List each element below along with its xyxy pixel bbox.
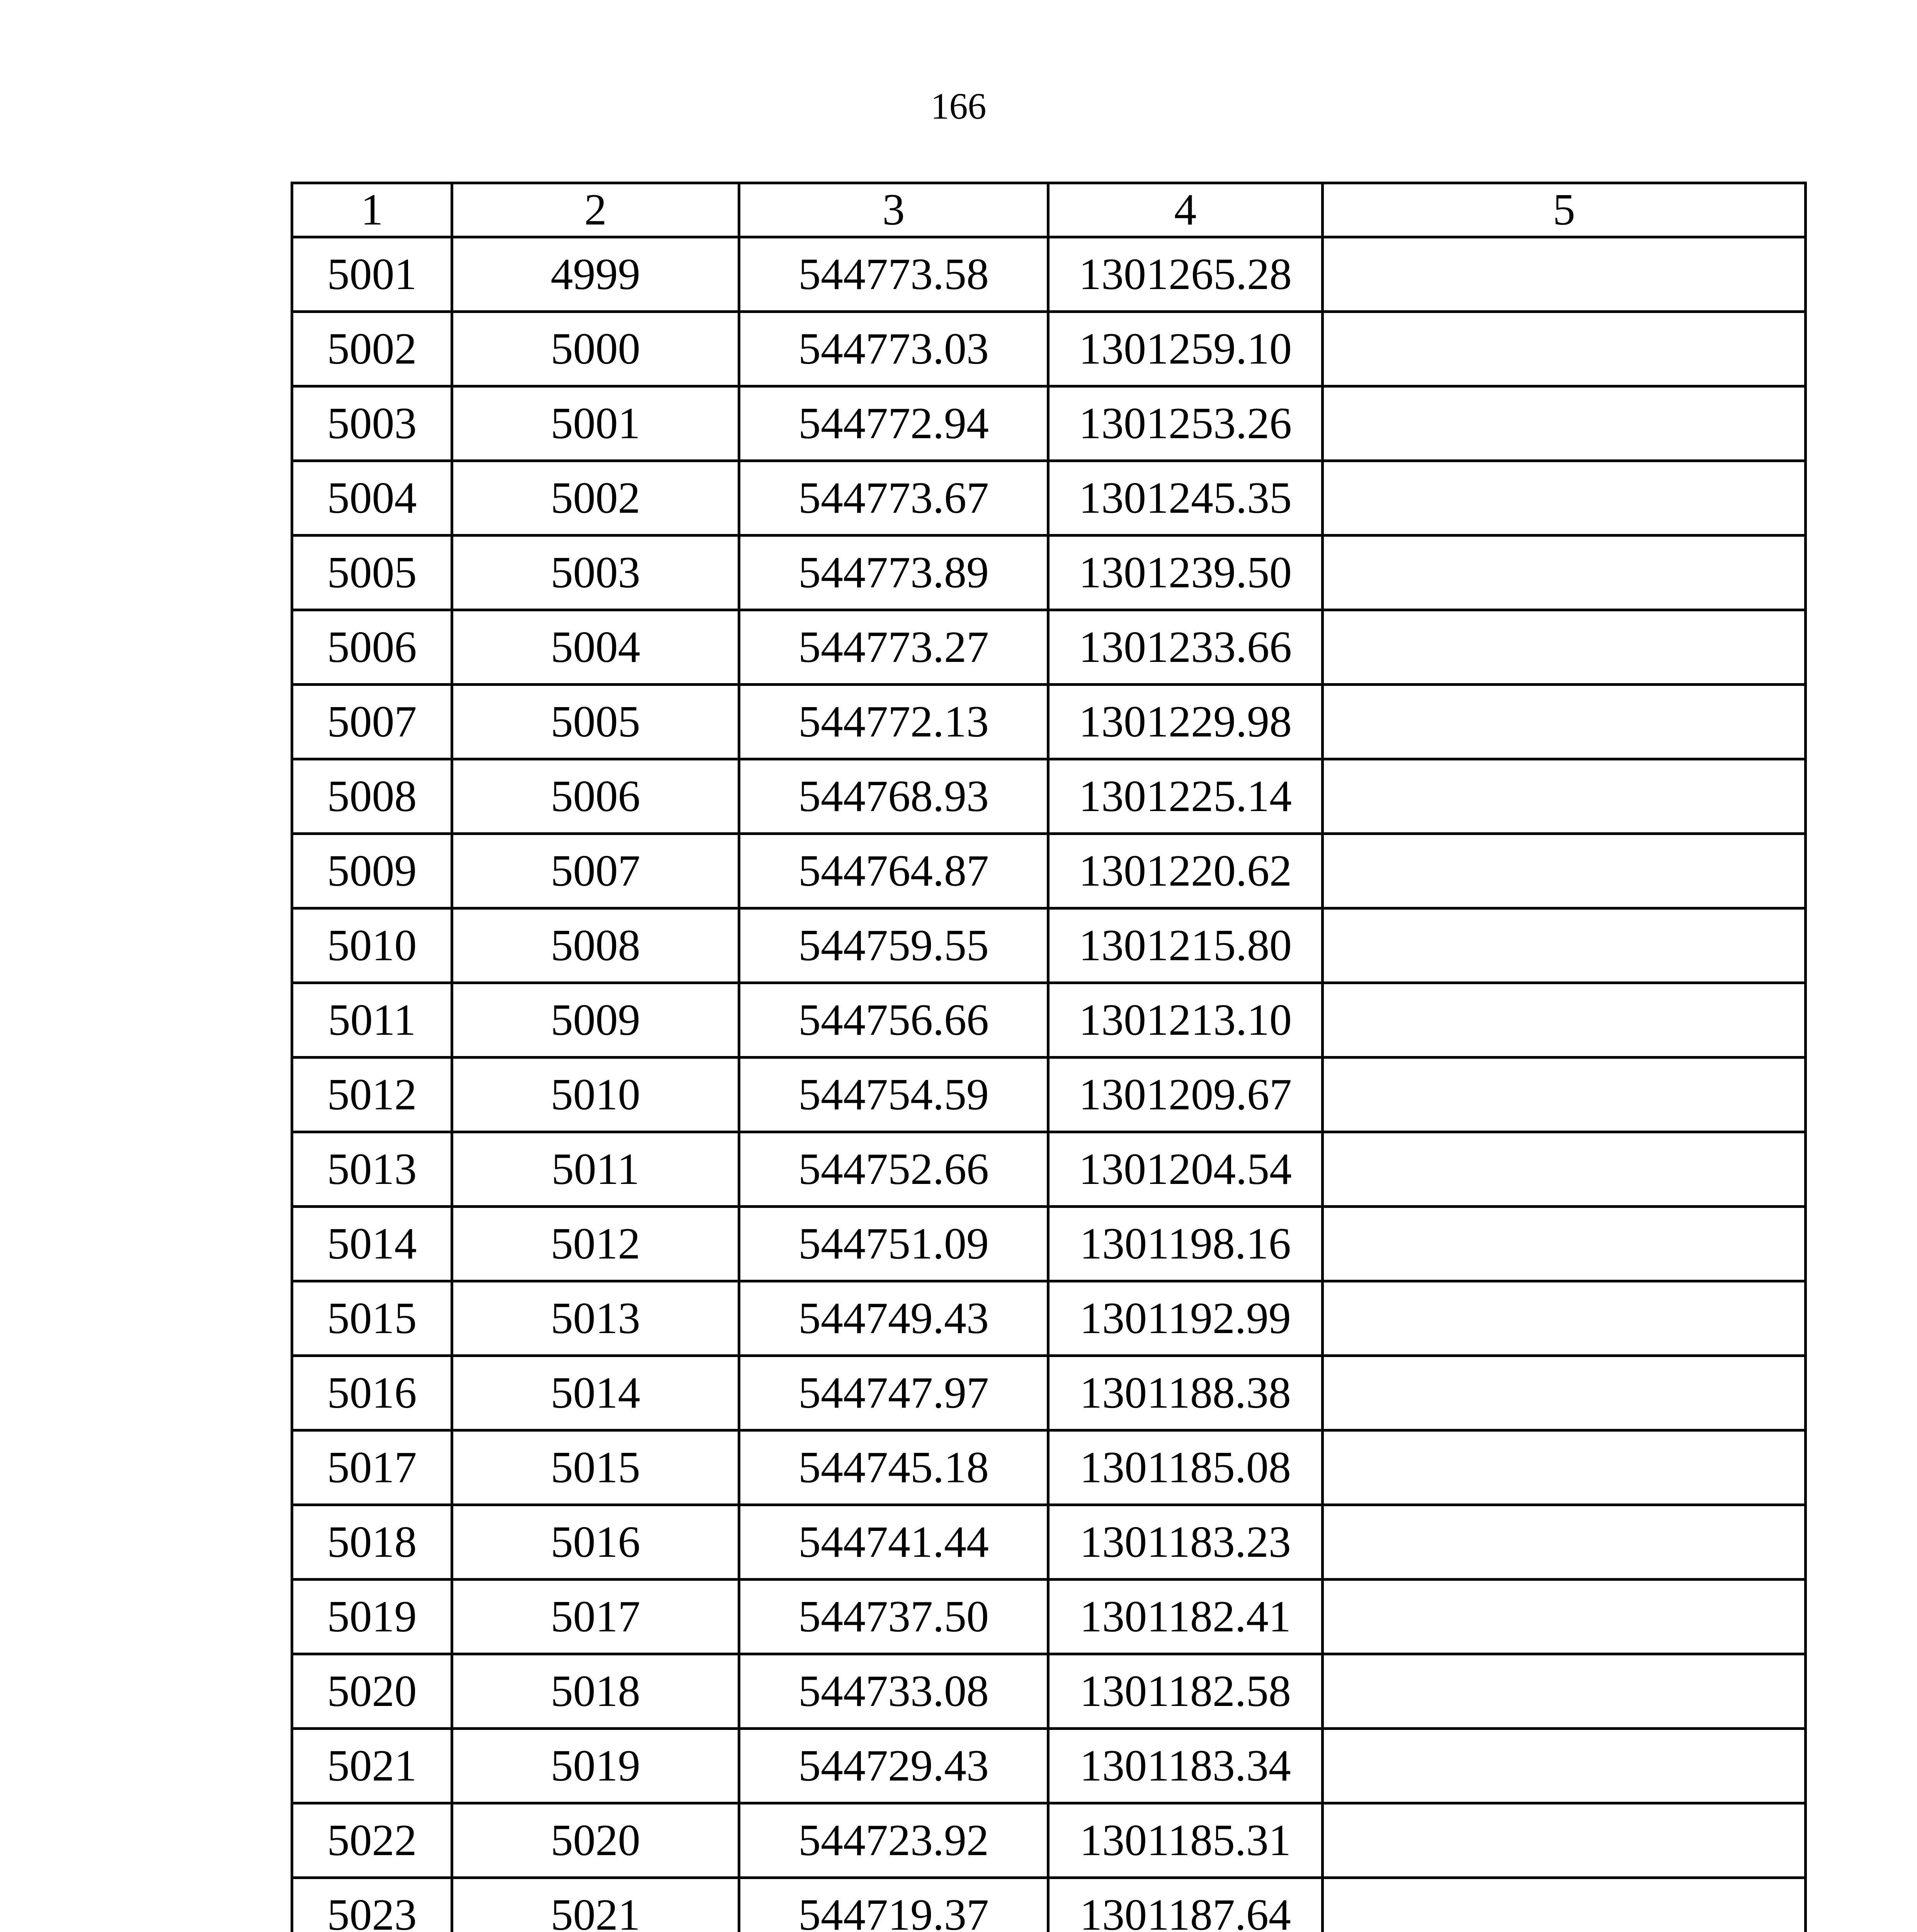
- table-cell: 544747.97: [739, 1356, 1048, 1430]
- table-cell: 1301182.41: [1048, 1580, 1323, 1654]
- table-cell: 5019: [452, 1729, 739, 1803]
- table-cell: 5009: [452, 983, 739, 1058]
- table-cell: [1323, 312, 1806, 386]
- table-cell: [1323, 1878, 1806, 1932]
- table-cell: 1301215.80: [1048, 908, 1323, 983]
- table-cell: [1323, 908, 1806, 983]
- table-cell: 5009: [292, 834, 452, 908]
- table-cell: 1301192.99: [1048, 1281, 1323, 1356]
- table-cell: [1323, 834, 1806, 908]
- table-cell: 5023: [292, 1878, 452, 1932]
- table-cell: 1301225.14: [1048, 759, 1323, 834]
- table-cell: [1323, 1505, 1806, 1580]
- table-cell: 5005: [292, 536, 452, 610]
- table-cell: [1323, 759, 1806, 834]
- table-cell: 544768.93: [739, 759, 1048, 834]
- table-cell: 1301265.28: [1048, 237, 1323, 312]
- table-cell: 1301259.10: [1048, 312, 1323, 386]
- column-header: 1: [292, 183, 452, 237]
- table-cell: 544772.13: [739, 685, 1048, 759]
- table-cell: 1301209.67: [1048, 1058, 1323, 1132]
- table-cell: 5017: [452, 1580, 739, 1654]
- table-cell: 1301204.54: [1048, 1132, 1323, 1207]
- table-cell: 544773.89: [739, 536, 1048, 610]
- table-cell: 1301185.31: [1048, 1803, 1323, 1878]
- table-row: [292, 386, 1806, 461]
- table-cell: 5011: [292, 983, 452, 1058]
- table-cell: 544723.92: [739, 1803, 1048, 1878]
- column-header: 3: [739, 183, 1048, 237]
- table-cell: 5019: [292, 1580, 452, 1654]
- table-cell: 5010: [452, 1058, 739, 1132]
- header-row: [292, 183, 1806, 237]
- table-row: [292, 834, 1806, 908]
- table-cell: 1301182.58: [1048, 1654, 1323, 1729]
- table-cell: [1323, 1654, 1806, 1729]
- table-row: [292, 1281, 1806, 1356]
- table-cell: 1301229.98: [1048, 685, 1323, 759]
- table-row: [292, 1729, 1806, 1803]
- table-cell: 1301245.35: [1048, 461, 1323, 536]
- column-header: 4: [1048, 183, 1323, 237]
- table-cell: 5018: [452, 1654, 739, 1729]
- table-cell: 1301220.62: [1048, 834, 1323, 908]
- table-cell: 5017: [292, 1430, 452, 1505]
- table-cell: [1323, 983, 1806, 1058]
- table-cell: 5004: [292, 461, 452, 536]
- table-cell: [1323, 1803, 1806, 1878]
- table-cell: 5007: [292, 685, 452, 759]
- table-cell: 1301185.08: [1048, 1430, 1323, 1505]
- table-row: [292, 1654, 1806, 1729]
- table-row: [292, 1356, 1806, 1430]
- table-row: [292, 1132, 1806, 1207]
- table-cell: 5020: [292, 1654, 452, 1729]
- table-cell: [1323, 1132, 1806, 1207]
- table-cell: [1323, 1207, 1806, 1281]
- table-cell: [1323, 1729, 1806, 1803]
- table-cell: 544745.18: [739, 1430, 1048, 1505]
- table-row: [292, 610, 1806, 685]
- table-cell: 5021: [292, 1729, 452, 1803]
- table-cell: [1323, 237, 1806, 312]
- coordinates-table: [291, 182, 1807, 1932]
- table-cell: 5014: [292, 1207, 452, 1281]
- table-cell: 1301187.64: [1048, 1878, 1323, 1932]
- table-cell: 544754.59: [739, 1058, 1048, 1132]
- table-cell: [1323, 610, 1806, 685]
- table-row: [292, 1207, 1806, 1281]
- table-cell: 4999: [452, 237, 739, 312]
- table-cell: 5000: [452, 312, 739, 386]
- table-cell: 5008: [452, 908, 739, 983]
- table-cell: 5012: [292, 1058, 452, 1132]
- column-header: 2: [452, 183, 739, 237]
- table-cell: 1301253.26: [1048, 386, 1323, 461]
- table-row: [292, 1058, 1806, 1132]
- table-cell: 544737.50: [739, 1580, 1048, 1654]
- table-cell: 544756.66: [739, 983, 1048, 1058]
- table-cell: 544773.58: [739, 237, 1048, 312]
- table-cell: 5001: [452, 386, 739, 461]
- table-cell: 5015: [452, 1430, 739, 1505]
- table-cell: 5005: [452, 685, 739, 759]
- table-cell: 544751.09: [739, 1207, 1048, 1281]
- table-cell: [1323, 386, 1806, 461]
- table-cell: 5016: [452, 1505, 739, 1580]
- table-cell: 1301183.23: [1048, 1505, 1323, 1580]
- table-cell: 5010: [292, 908, 452, 983]
- table-cell: 1301198.16: [1048, 1207, 1323, 1281]
- table-row: [292, 759, 1806, 834]
- table-cell: 5012: [452, 1207, 739, 1281]
- table-cell: 5018: [292, 1505, 452, 1580]
- table-cell: 544733.08: [739, 1654, 1048, 1729]
- table-cell: [1323, 1580, 1806, 1654]
- table-cell: 1301183.34: [1048, 1729, 1323, 1803]
- table-cell: [1323, 536, 1806, 610]
- table-row: [292, 237, 1806, 312]
- table-cell: 5002: [292, 312, 452, 386]
- table-cell: 5007: [452, 834, 739, 908]
- table-cell: 5006: [452, 759, 739, 834]
- table-cell: 5002: [452, 461, 739, 536]
- table-cell: 5013: [292, 1132, 452, 1207]
- table-cell: 544759.55: [739, 908, 1048, 983]
- table-cell: [1323, 1058, 1806, 1132]
- table-row: [292, 908, 1806, 983]
- table-cell: 544773.03: [739, 312, 1048, 386]
- table-cell: 5008: [292, 759, 452, 834]
- table-row: [292, 1878, 1806, 1932]
- table-cell: 544773.67: [739, 461, 1048, 536]
- table-row: [292, 461, 1806, 536]
- table-row: [292, 536, 1806, 610]
- table-cell: [1323, 461, 1806, 536]
- table-row: [292, 1580, 1806, 1654]
- table-row: [292, 312, 1806, 386]
- table-cell: [1323, 1430, 1806, 1505]
- table-row: [292, 983, 1806, 1058]
- table-cell: 544749.43: [739, 1281, 1048, 1356]
- table-cell: 544772.94: [739, 386, 1048, 461]
- table-cell: 5003: [452, 536, 739, 610]
- table-cell: 5003: [292, 386, 452, 461]
- table-cell: 544752.66: [739, 1132, 1048, 1207]
- table-cell: 1301233.66: [1048, 610, 1323, 685]
- table-row: [292, 1505, 1806, 1580]
- table-row: [292, 1803, 1806, 1878]
- page-number: 166: [930, 85, 987, 127]
- table-cell: 544773.27: [739, 610, 1048, 685]
- table-cell: 5011: [452, 1132, 739, 1207]
- table-cell: 5022: [292, 1803, 452, 1878]
- table-cell: 5006: [292, 610, 452, 685]
- table-cell: 1301188.38: [1048, 1356, 1323, 1430]
- table-cell: 5001: [292, 237, 452, 312]
- table-cell: [1323, 1281, 1806, 1356]
- table-cell: 5021: [452, 1878, 739, 1932]
- table-cell: 544729.43: [739, 1729, 1048, 1803]
- table-cell: 5016: [292, 1356, 452, 1430]
- table-cell: 5004: [452, 610, 739, 685]
- table-cell: 1301213.10: [1048, 983, 1323, 1058]
- table-cell: [1323, 1356, 1806, 1430]
- table-row: [292, 685, 1806, 759]
- table-row: [292, 1430, 1806, 1505]
- table-cell: 544764.87: [739, 834, 1048, 908]
- table-cell: 5015: [292, 1281, 452, 1356]
- table-cell: [1323, 685, 1806, 759]
- column-header: 5: [1323, 183, 1806, 237]
- table-cell: 5014: [452, 1356, 739, 1430]
- table-cell: 544719.37: [739, 1878, 1048, 1932]
- table-cell: 544741.44: [739, 1505, 1048, 1580]
- table-cell: 5020: [452, 1803, 739, 1878]
- table-cell: 1301239.50: [1048, 536, 1323, 610]
- table-cell: 5013: [452, 1281, 739, 1356]
- table-body: [292, 237, 1806, 1932]
